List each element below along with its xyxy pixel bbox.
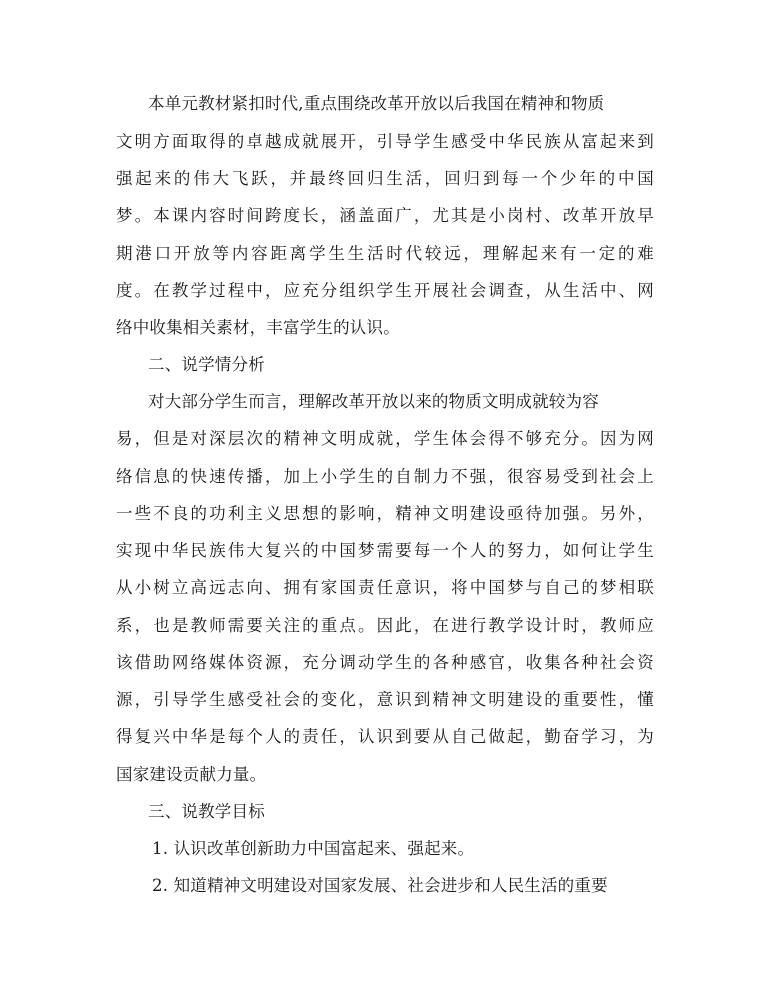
paragraph-line: 从小树立高远志向、拥有家国责任意识，将中国梦与自己的梦相联 [116,578,654,597]
paragraph-line: 实现中华民族伟大复兴的中国梦需要每一个人的努力，如何让学生 [116,541,654,560]
paragraph-line: 本单元教材紧扣时代,重点围绕改革开放以后我国在精神和物质 [148,94,605,113]
list-item: 1. 认识改革创新助力中国富起来、强起来。 [152,839,475,858]
paragraph-line: 络信息的快速传播，加上小学生的自制力不强，很容易受到社会上 [116,467,654,486]
paragraph-line: 该借助网络媒体资源，充分调动学生的各种感官，收集各种社会资 [116,653,654,672]
paragraph-line: 得复兴中华是每个人的责任，认识到要从自己做起，勤奋学习，为 [116,727,654,746]
paragraph-line: 对大部分学生而言，理解改革开放以来的物质文明成就较为容 [148,392,599,411]
paragraph-line: 一些不良的功利主义思想的影响，精神文明建设亟待加强。另外， [116,504,654,523]
section-heading: 二、说学情分析 [148,355,265,374]
paragraph-line: 期港口开放等内容距离学生生活时代较远，理解起来有一定的难 [116,244,654,263]
paragraph-line: 源，引导学生感受社会的变化，意识到精神文明建设的重要性，懂 [116,690,654,709]
list-item: 2. 知道精神文明建设对国家发展、社会进步和人民生活的重要 [152,876,608,895]
paragraph-line: 络中收集相关素材，丰富学生的认识。 [116,318,400,337]
paragraph-line: 易，但是对深层次的精神文明成就，学生体会得不够充分。因为网 [116,429,654,448]
paragraph-line: 度。在教学过程中，应充分组织学生开展社会调查，从生活中、网 [116,281,654,300]
paragraph-line: 强起来的伟大飞跃，并最终回归生活，回归到每一个少年的中国 [116,169,654,188]
section-heading: 三、说教学目标 [148,802,265,821]
paragraph-line: 文明方面取得的卓越成就展开，引导学生感受中华民族从富起来到 [116,132,654,151]
paragraph-line: 国家建设贡献力量。 [116,765,267,784]
paragraph-line: 梦。本课内容时间跨度长，涵盖面广，尤其是小岗村、改革开放早 [116,206,654,225]
paragraph-line: 系，也是教师需要关注的重点。因此，在进行教学设计时，教师应 [116,616,654,635]
